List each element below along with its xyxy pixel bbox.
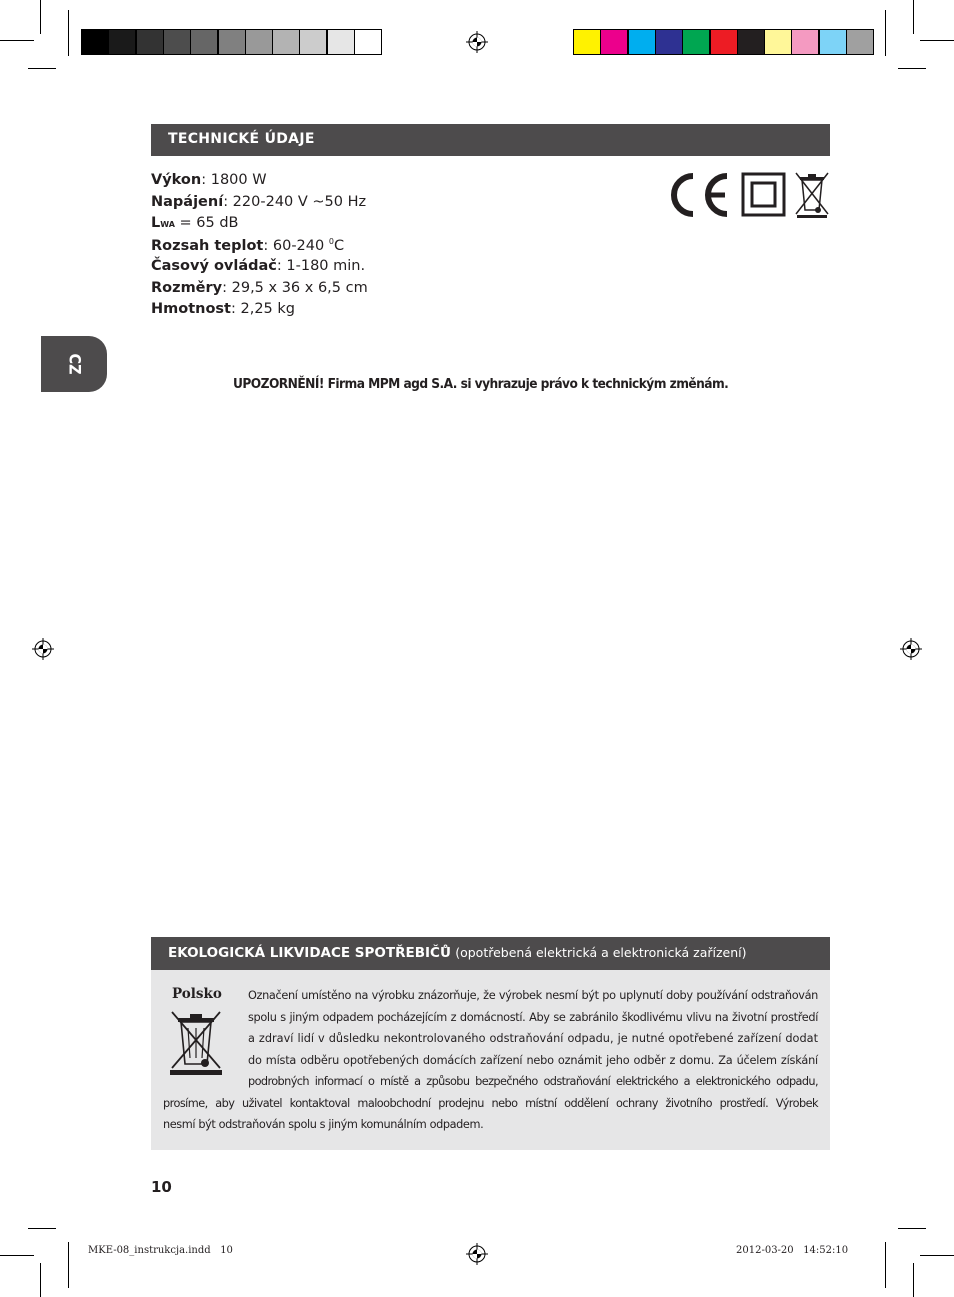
color-swatch xyxy=(791,29,819,55)
spec-weight: Hmotnost: 2,25 kg xyxy=(151,301,295,317)
color-swatch xyxy=(737,29,765,55)
technical-section-header xyxy=(151,124,830,156)
color-swatch xyxy=(819,29,847,55)
registration-mark-icon xyxy=(466,1243,488,1265)
country-label: Polsko xyxy=(172,986,222,1002)
gray-swatch xyxy=(272,29,300,55)
gray-swatch xyxy=(327,29,355,55)
color-swatch xyxy=(655,29,683,55)
eco-text-line: Označení umístěno na výrobku znázorňuje, že výrobek nesmí být po uplynutí doby používání odstraňován xyxy=(248,989,818,1002)
gray-swatch xyxy=(218,29,246,55)
color-swatch xyxy=(573,29,601,55)
spec-noise: LWA = 65 dB xyxy=(151,215,239,231)
double-insulation-icon xyxy=(741,172,786,217)
language-tab-label: CZ xyxy=(65,353,85,375)
weee-bin-icon xyxy=(793,170,831,218)
color-swatch xyxy=(628,29,656,55)
eco-section-header xyxy=(151,937,830,970)
gray-swatch xyxy=(299,29,327,55)
gray-swatch xyxy=(354,29,382,55)
eco-section-title: EKOLOGICKÁ LIKVIDACE SPOTŘEBIČŮ (opotřebená elektrická a elektronická zařízení) xyxy=(168,945,747,961)
eco-text-line: do místa odběru opotřebených domácích zařízení nebo oznámit jeho odběr z domu. Za účelem získání xyxy=(248,1054,818,1067)
color-swatch xyxy=(682,29,710,55)
eco-text-line: podrobných informací o místě a způsobu bezpečného odstraňování elektrického a elektronického odpadu, xyxy=(248,1075,818,1088)
page-number: 10 xyxy=(151,1178,172,1196)
color-swatch xyxy=(710,29,738,55)
eco-section-body xyxy=(151,970,830,1150)
warning-text: UPOZORNĚNÍ! Firma MPM agd S.A. si vyhrazuje právo k technickým změnám. xyxy=(233,376,729,392)
registration-mark-icon xyxy=(466,31,488,53)
eco-text-line: a zdraví lidí v důsledku nekontrolovaného odstraňování odpadu, je nutné opotřebené zařízení dodat xyxy=(248,1032,818,1045)
gray-swatch xyxy=(136,29,164,55)
gray-swatch xyxy=(108,29,136,55)
color-swatch xyxy=(764,29,792,55)
spec-temperature: Rozsah teplot: 60-240 $^0$C xyxy=(151,237,345,254)
spec-dimensions: Rozměry: 29,5 x 36 x 6,5 cm xyxy=(151,280,368,296)
gray-swatch xyxy=(245,29,273,55)
ce-mark-icon xyxy=(667,172,731,218)
gray-swatch xyxy=(190,29,218,55)
gray-swatch xyxy=(81,29,109,55)
language-tab xyxy=(41,336,107,392)
technical-section-title: TECHNICKÉ ÚDAJE xyxy=(168,131,315,147)
spec-timer: Časový ovládač: 1-180 min. xyxy=(151,258,366,274)
color-swatch xyxy=(600,29,628,55)
eco-text-line: nesmí být odstraňován spolu s jiným komunálním odpadem. xyxy=(163,1118,484,1131)
registration-mark-icon xyxy=(32,638,54,660)
gray-swatch xyxy=(163,29,191,55)
weee-bin-icon xyxy=(168,1008,224,1076)
eco-text-line: spolu s jiným odpadem pocházejícím z domácností. Aby se zabránilo škodlivému vlivu na životní prostředí xyxy=(248,1011,818,1024)
color-swatch xyxy=(846,29,874,55)
footer-datetime: 2012-03-20 14:52:10 xyxy=(736,1245,849,1256)
eco-text-line: prosíme, aby uživatel kontaktoval maloobchodní prodejnu nebo místní oddělení ochrany životního prostředí. Výrobek xyxy=(163,1097,818,1110)
footer-filename: MKE-08_instrukcja.indd 10 xyxy=(88,1245,233,1256)
spec-supply: Napájení: 220-240 V ~50 Hz xyxy=(151,194,367,210)
registration-mark-icon xyxy=(900,638,922,660)
spec-power: Výkon: 1800 W xyxy=(151,172,267,188)
